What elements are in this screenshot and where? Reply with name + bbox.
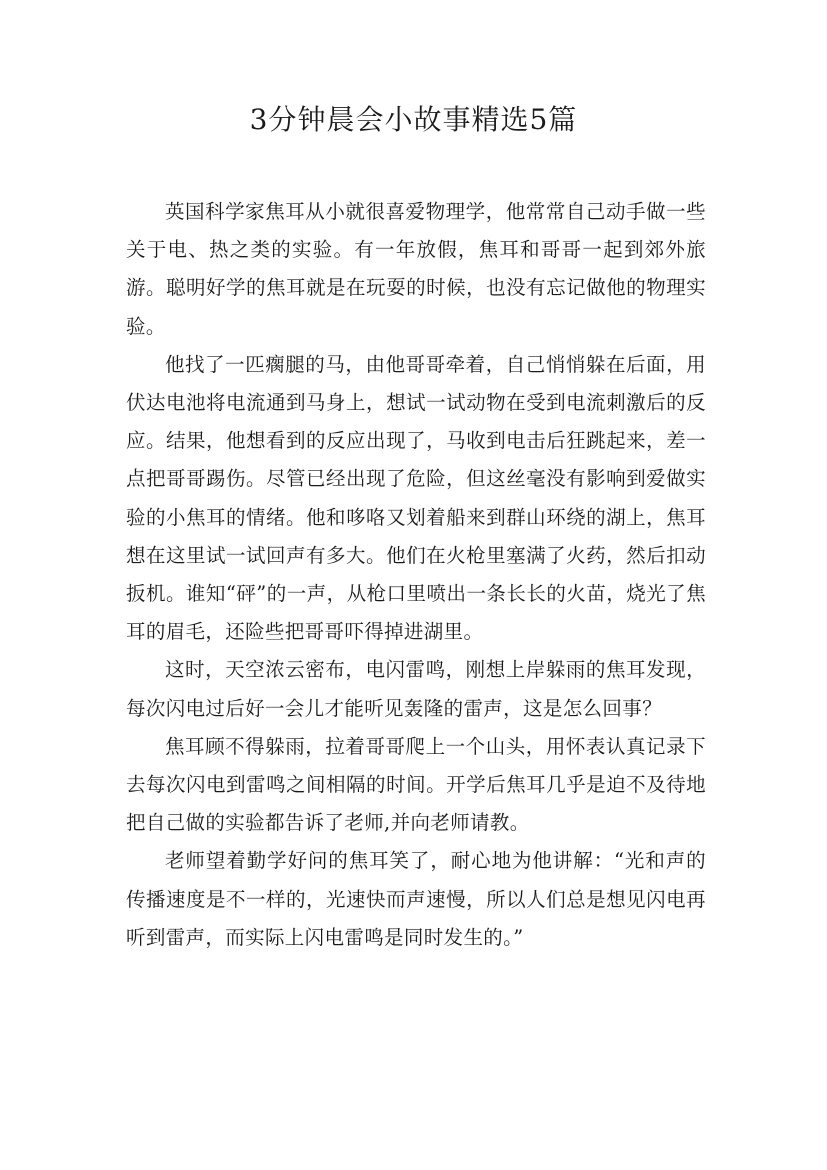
document-body	[126, 193, 706, 957]
paragraph-5: 老师望着勤学好问的焦耳笑了，耐心地为他讲解：“光和声的传播速度是不一样的，光速快而声速慢，所以人们总是想见闪电再听到雷声，而实际上闪电雷鸣是同时发生的。”	[126, 849, 706, 949]
paragraph-2: 他找了一匹瘸腿的马，由他哥哥牵着，自己悄悄躲在后面，用伏达电池将电流通到马身上，想试一试动物在受到电流刺激后的反应。结果，他想看到的反应出现了，马收到电击后狂跳起来，差一点把哥哥踢伤。尽管已经出现了危险，但这丝毫没有影响到爱做实验的小焦耳的情绪。他和哆咯又划着船来到群山环绕的湖上，焦耳想在这里试一试回声有多大。他们在火枪里塞满了火药，然后扣动扳机。谁知“砰”的一声，从枪口里喷出一条长长的火苗，烧光了焦耳的眉毛，还险些把哥哥吓得掉进湖里。	[126, 352, 706, 644]
paragraph-1: 英国科学家焦耳从小就很喜爱物理学，他常常自己动手做一些关于电、热之类的实验。有一年放假，焦耳和哥哥一起到郊外旅游。聪明好学的焦耳就是在玩耍的时候，也没有忘记做他的物理实验。	[126, 200, 706, 338]
document-title: 3分钟晨会小故事精选5篇	[249, 103, 578, 136]
paragraph-4: 焦耳顾不得躲雨，拉着哥哥爬上一个山头，用怀表认真记录下去每次闪电到雷鸣之间相隔的时间。开学后焦耳几乎是迫不及待地把自己做的实验都告诉了老师,并向老师请教。	[126, 734, 706, 835]
paragraph-3: 这时，天空浓云密布，电闪雷鸣，刚想上岸躲雨的焦耳发现，每次闪电过后好一会儿才能听见轰隆的雷声，这是怎么回事？	[126, 658, 706, 720]
